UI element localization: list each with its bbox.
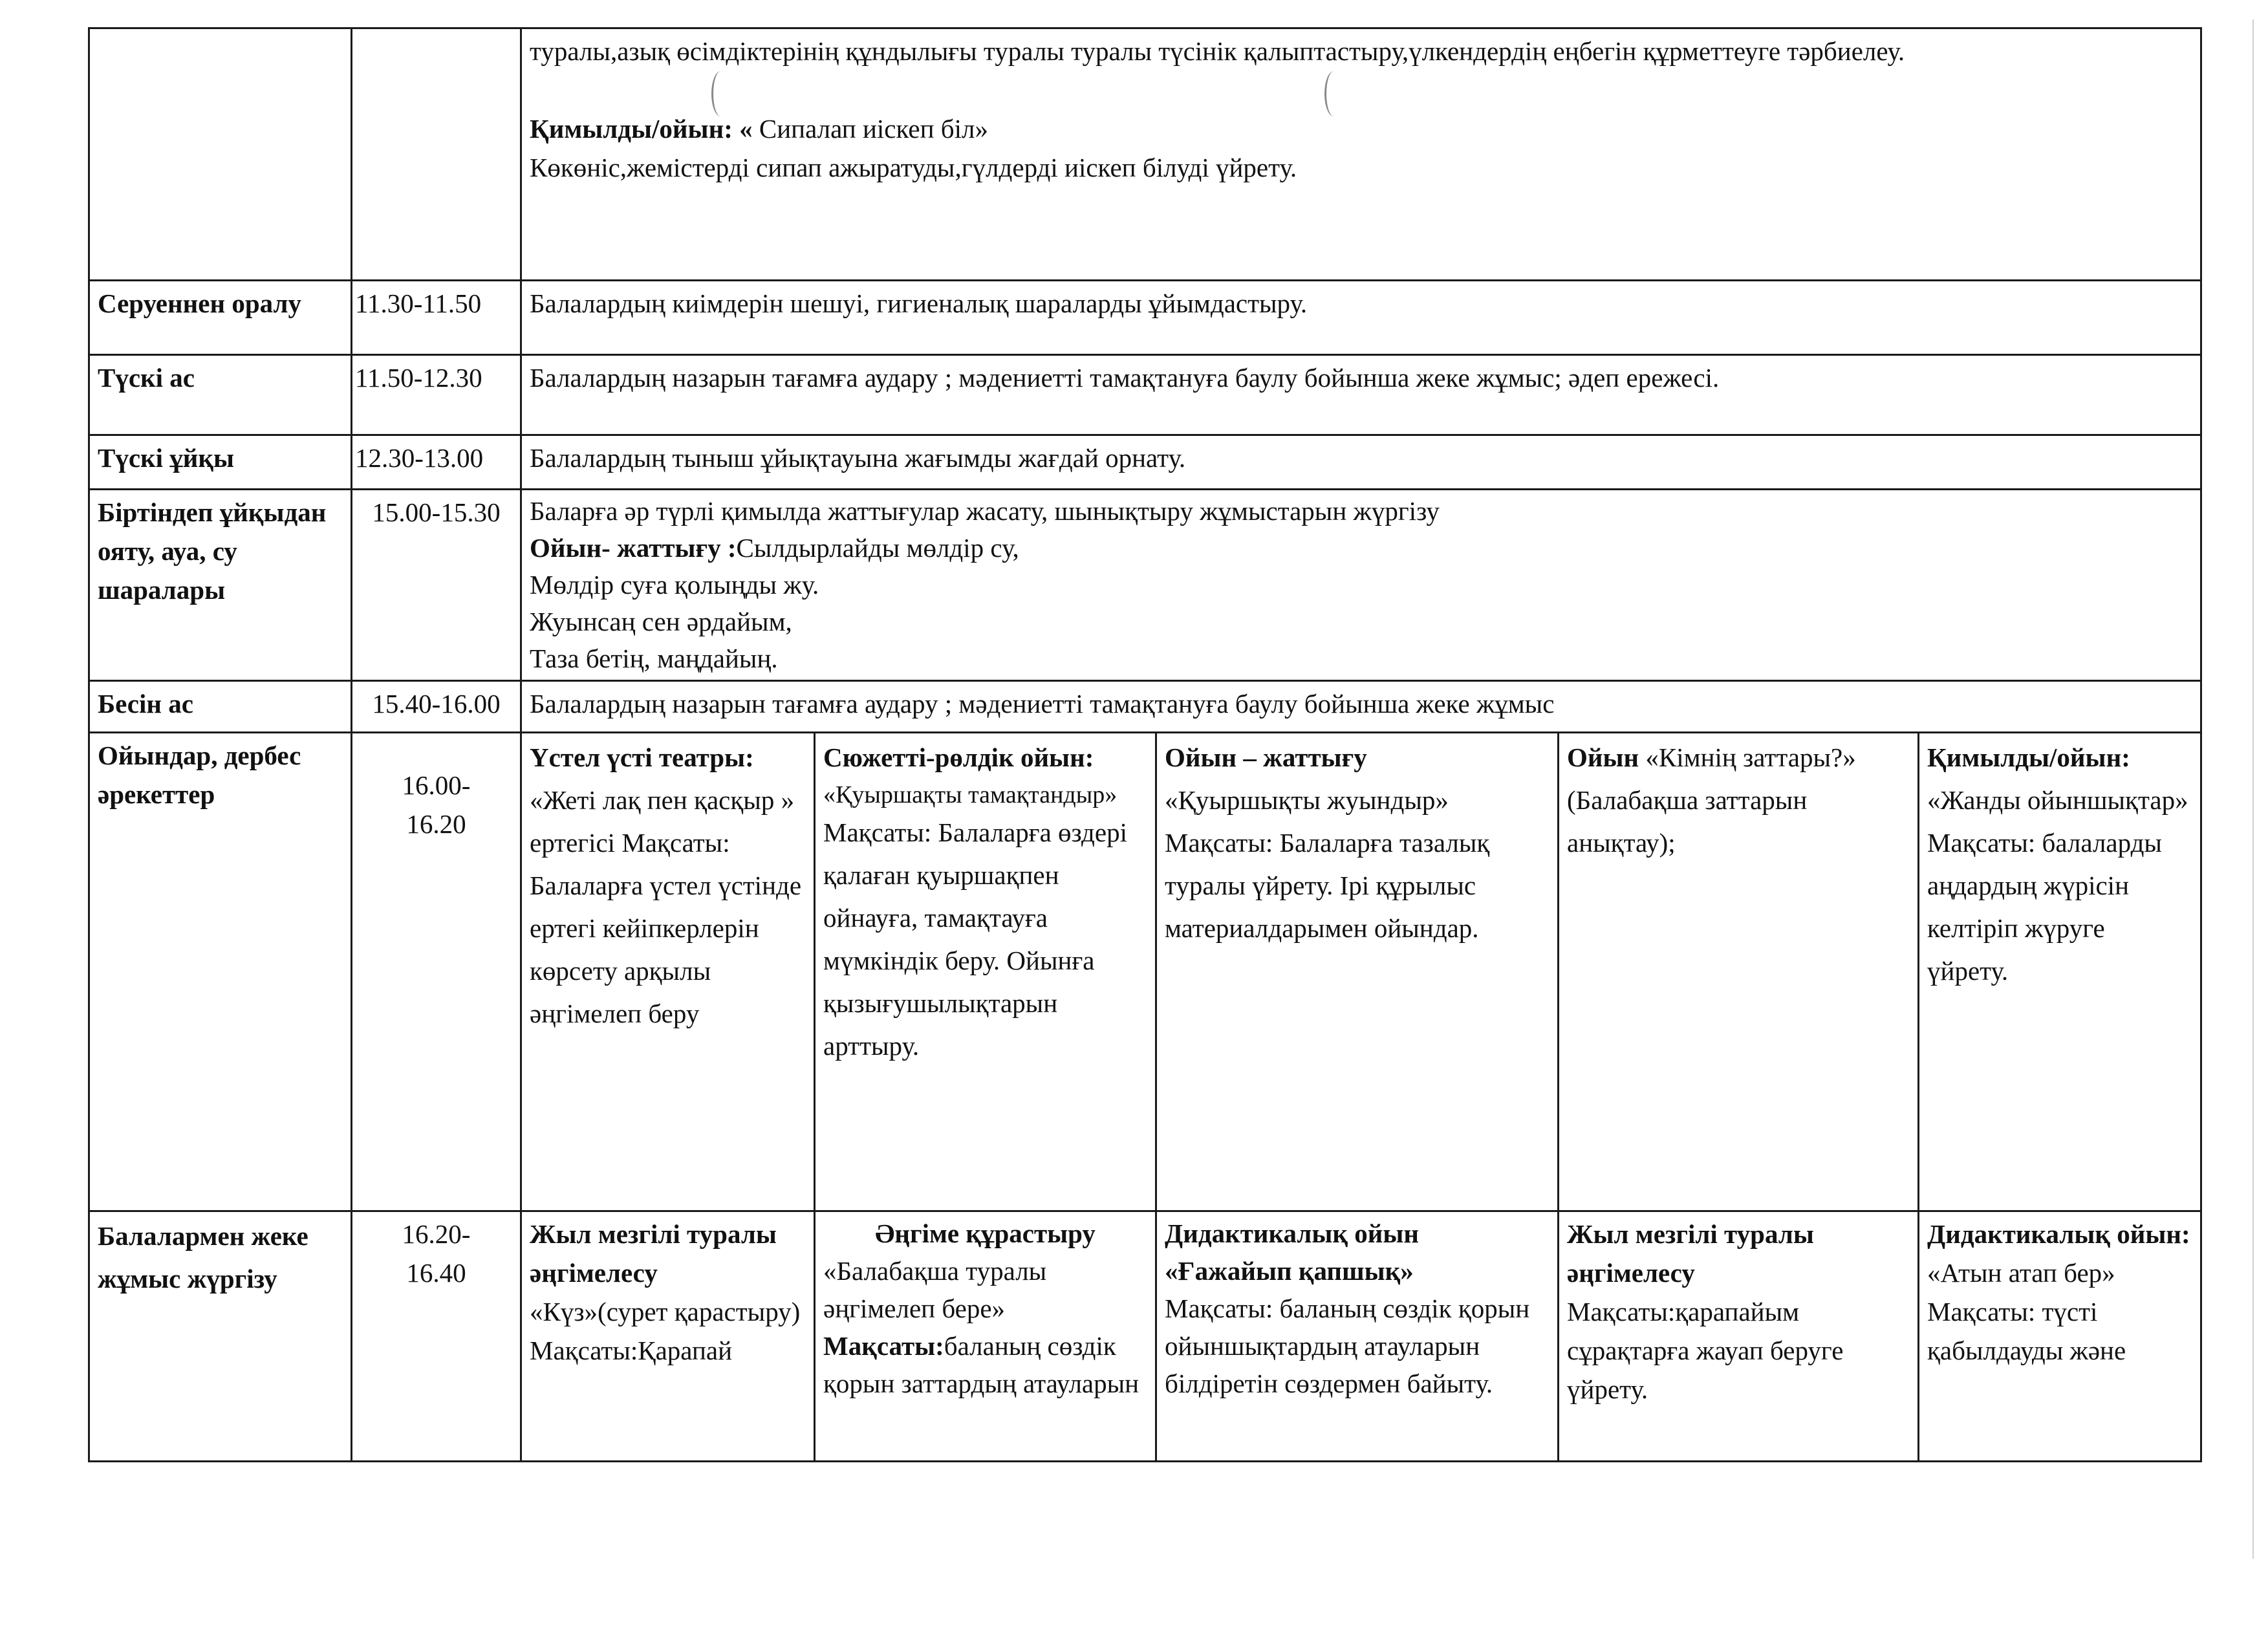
individual-cell-4: [1559, 1211, 1919, 1462]
cell-body: Мақсаты: баланың сөздік қорын ойыншықтардың атауларын білдіретін сөздермен байыту.: [1165, 1294, 1530, 1398]
time-range: 12.30-13.00: [352, 435, 521, 490]
cell-body: Мақсаты:қарапайым сұрақтарға жауап беруге үйрету.: [1567, 1297, 1844, 1404]
scan-artifact: [711, 71, 730, 116]
poem-line: Жуынсаң сен әрдайым,: [530, 607, 792, 636]
time-range: 15.00-15.30: [352, 490, 521, 681]
spacer: [530, 70, 2192, 109]
cell-title: Жыл мезгілі туралы әңгімелесу: [1567, 1219, 1814, 1288]
activity-label: Бесін ас: [89, 681, 352, 733]
intro-text: туралы,азық өсімдіктерінің құндылығы туралы туралы түсінік қалыптастыру,үлкендердің еңбегін құрметтеуге тәрбиелеу.: [530, 36, 1905, 66]
game-title: Сипалап иіскеп біл»: [759, 114, 988, 144]
intro-game-goal: Көкөніс,жемістерді сипап ажыратуды,гүлдерді иіскеп білуді үйрету.: [530, 153, 1297, 182]
cell-body: «Қуыршықты жуындыр» Мақсаты: Балаларға тазалық туралы үйрету. Ірі құрылыс материалдарымен ойындар.: [1165, 785, 1490, 943]
table-row-intro: [89, 28, 2201, 281]
table-row-snack: [89, 681, 2201, 733]
cell-subtitle: «Қуыршақты тамақтандыр»: [823, 781, 1118, 808]
poem-line: Мөлдір суға қолыңды жу.: [530, 570, 819, 600]
cell-body: «Кімнің заттары?» (Балабақша заттарын анықтау);: [1567, 742, 1856, 858]
cell-title: Үстел үсті театры:: [530, 742, 754, 772]
schedule-sheet: [88, 27, 2200, 1456]
cell-title: Әңгіме құрастыру: [875, 1218, 1096, 1248]
individual-cell-2: [815, 1211, 1156, 1462]
cell-title: Дидактикалық ойын «Ғажайып қапшық»: [1165, 1218, 1419, 1286]
time-range: 16.20- 16.40: [352, 1211, 521, 1462]
time-range: 11.30-11.50: [352, 281, 521, 355]
individual-cell-5: [1919, 1211, 2201, 1462]
activity-description: Балалардың тыныш ұйықтауына жағымды жағдай орнату.: [521, 435, 2201, 490]
activity-label: Балалармен жеке жұмыс жүргізу: [89, 1211, 352, 1462]
activity-description: Балалардың назарын тағамға аудару ; мәдениетті тамақтануға баулу бойынша жеке жұмыс: [521, 681, 2201, 733]
time-cell: [352, 28, 521, 281]
activity-label: Серуеннен оралу: [89, 281, 352, 355]
cell-title: Дидактикалық ойын:: [1927, 1219, 2190, 1249]
game-label: Қимылды/ойын: «: [530, 114, 753, 144]
cell-subtitle: «Жанды ойыншықтар»: [1927, 785, 2188, 815]
cell-title: Қимылды/ойын:: [1927, 742, 2130, 772]
daily-schedule-table: [88, 27, 2202, 1462]
table-row-nap: [89, 435, 2201, 490]
activity-label: Түскі ас: [89, 355, 352, 435]
cell-subtitle: «Балабақша туралы әңгімелеп бере»: [823, 1256, 1047, 1323]
table-row-wake: [89, 490, 2201, 681]
table-row-games: [89, 733, 2201, 1211]
activity-description-cell: [521, 28, 2201, 281]
scan-artifact: [1324, 71, 1343, 116]
activity-label: Біртіндеп ұйқыдан ояту, ауа, су шаралары: [89, 490, 352, 681]
cell-body: баланың сөздік қорын заттардың атауларын: [823, 1331, 1139, 1398]
poem-line: Сылдырлайды мөлдір су,: [736, 533, 1019, 563]
cell-title: Жыл мезгілі туралы әңгімелесу: [530, 1219, 777, 1288]
cell-title: Ойын: [1567, 742, 1639, 772]
poem-line: Таза бетің, маңдайың.: [530, 644, 778, 673]
games-cell-5: [1919, 733, 2201, 1211]
intro-game-line: [530, 109, 2192, 148]
cell-body: Мақсаты: балаларды аңдардың жүрісін келтіріп жүруге үйрету.: [1927, 828, 2162, 986]
table-row-individual: [89, 1211, 2201, 1462]
cell-title: Ойын – жаттығу: [1165, 742, 1367, 772]
games-cell-3: [1156, 733, 1559, 1211]
time-range: 11.50-12.30: [352, 355, 521, 435]
cell-body: Мақсаты: Балаларға өздері қалаған қуыршақпен ойнауға, тамақтауға мүмкіндік беру. Ойынға қызығушылықтарын арттыру.: [823, 817, 1127, 1061]
table-row-return-walk: [89, 281, 2201, 355]
activity-description: Балалардың киімдерін шешуі, гигиеналық шараларды ұйымдастыру.: [521, 281, 2201, 355]
cell-title: Сюжетті-рөлдік ойын:: [823, 742, 1094, 772]
wake-line-2: [530, 530, 2192, 567]
time-range: 15.40-16.00: [352, 681, 521, 733]
table-row-lunch: [89, 355, 2201, 435]
cell-body: Мақсаты: түсті қабылдауды және: [1927, 1297, 2126, 1365]
cell-body: «Жеті лақ пен қасқыр » ертегісі Мақсаты: Балаларға үстел үстінде ертегі кейіпкерлерін көрсету арқылы әңгімелеп беру: [530, 785, 802, 1028]
activity-label: Ойындар, дербес әрекеттер: [89, 733, 352, 1211]
scan-edge: [2252, 19, 2254, 1559]
games-cell-2: [815, 733, 1156, 1211]
activity-description: [521, 490, 2201, 681]
cell-body: «Күз»(сурет қарастыру) Мақсаты:Қарапай: [530, 1297, 801, 1365]
activity-label: Түскі ұйқы: [89, 435, 352, 490]
games-cell-4: [1559, 733, 1919, 1211]
games-cell-1: [521, 733, 815, 1211]
goal-label: Мақсаты:: [823, 1331, 944, 1361]
individual-cell-1: [521, 1211, 815, 1462]
cell-body-line: [823, 1327, 1147, 1402]
exercise-label: Ойын- жаттығу :: [530, 533, 737, 563]
activity-description: Балалардың назарын тағамға аудару ; мәдениетті тамақтануға баулу бойынша жеке жұмыс; әдеп ережесі.: [521, 355, 2201, 435]
activity-label-cell: [89, 28, 352, 281]
time-range: 16.00- 16.20: [352, 733, 521, 1211]
individual-cell-3: [1156, 1211, 1559, 1462]
wake-line-1: Баларға әр түрлі қимылда жаттығулар жасату, шынықтыру жұмыстарын жүргізу: [530, 496, 1440, 526]
cell-subtitle: «Атын атап бер»: [1927, 1258, 2115, 1288]
